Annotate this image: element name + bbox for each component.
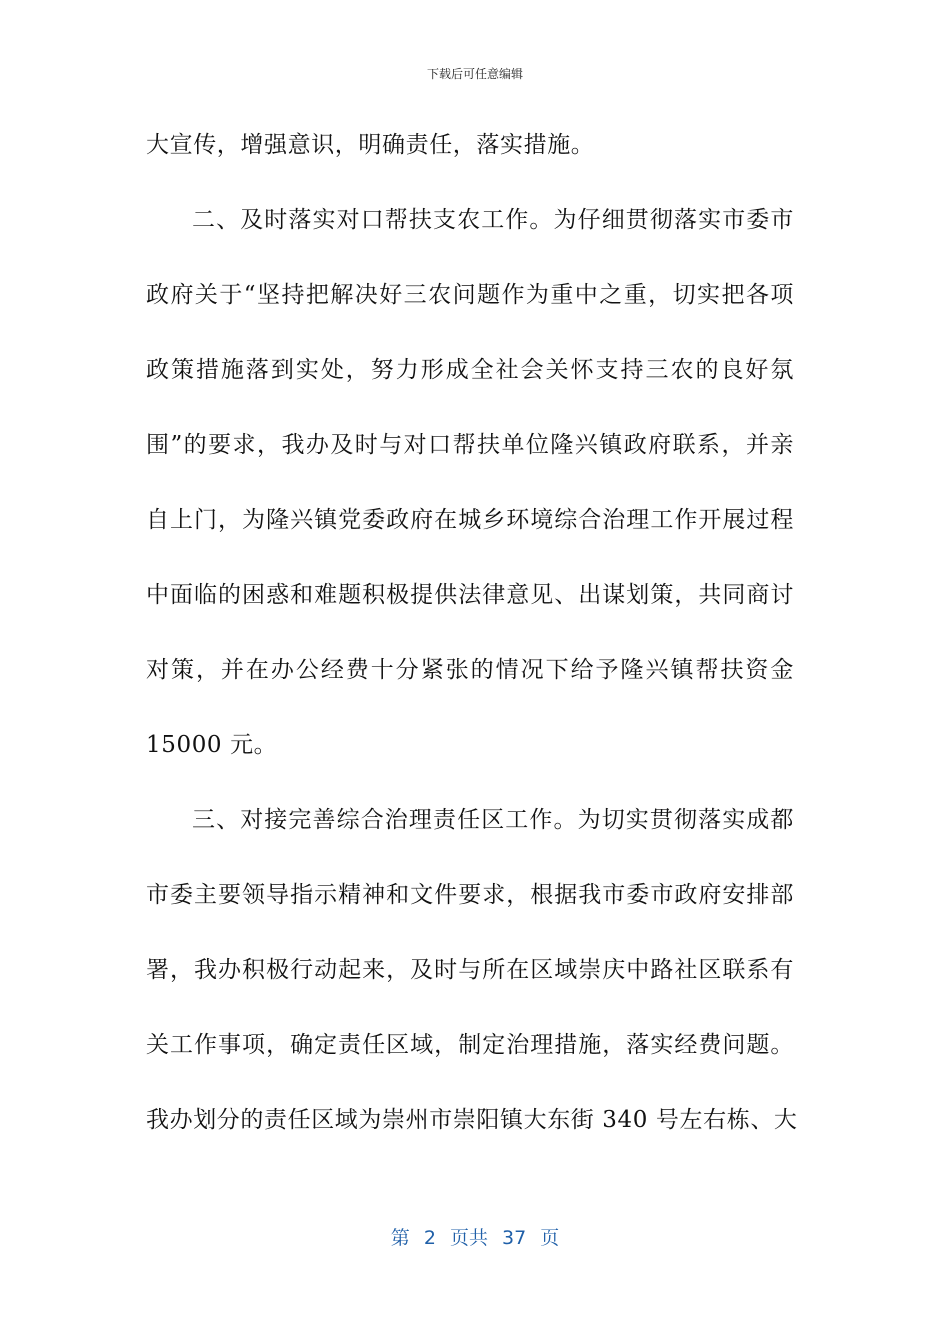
text-line-3: 政府关于“坚持把解决好三农问题作为重中之重，切实把各项	[146, 282, 794, 308]
text-line-4: 政策措施落到实处，努力形成全社会关怀支持三农的良好氛	[146, 357, 794, 383]
text-line-11: 市委主要领导指示精神和文件要求，根据我市委市政府安排部	[146, 882, 794, 908]
text-line-12: 署，我办积极行动起来，及时与所在区域崇庆中路社区联系有	[146, 957, 794, 983]
page-number: 第 2 页共 37 页	[390, 1227, 560, 1249]
text-line-5: 围”的要求，我办及时与对口帮扶单位隆兴镇政府联系，并亲	[146, 432, 794, 458]
text-line-9: 15000 元。	[146, 732, 278, 758]
text-line-1: 大宣传，增强意识，明确责任，落实措施。	[146, 132, 595, 158]
page-header-note: 下载后可任意编辑	[426, 67, 523, 81]
text-line-10: 三、对接完善综合治理责任区工作。为切实贯彻落实成都	[192, 807, 794, 833]
text-line-7: 中面临的困惑和难题积极提供法律意见、出谋划策，共同商讨	[146, 582, 794, 608]
text-line-2: 二、及时落实对口帮扶支农工作。为仔细贯彻落实市委市	[192, 207, 794, 233]
document-body	[146, 108, 798, 1158]
text-line-13: 关工作事项，确定责任区域，制定治理措施，落实经费问题。	[146, 1032, 794, 1058]
text-line-14: 我办划分的责任区域为崇州市崇阳镇大东街 340 号左右栋、大	[146, 1107, 798, 1133]
text-line-6: 自上门，为隆兴镇党委政府在城乡环境综合治理工作开展过程	[146, 507, 794, 533]
text-line-8: 对策，并在办公经费十分紧张的情况下给予隆兴镇帮扶资金	[146, 657, 794, 683]
